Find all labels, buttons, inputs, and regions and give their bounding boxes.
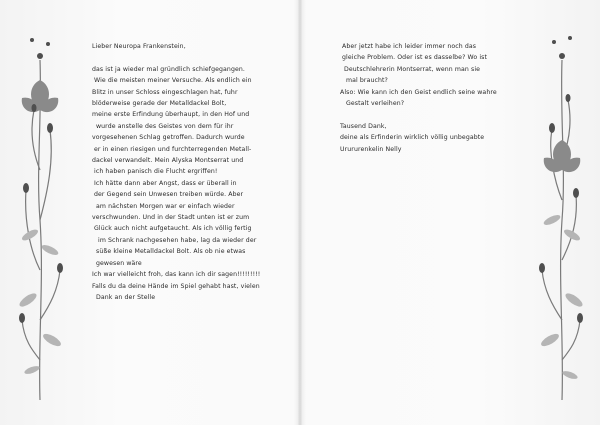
text-line: der Gegend sein Unwesen treiben würde. Aber [94, 191, 244, 199]
letter-text-right [340, 41, 510, 155]
text-line: Dank an der Stelle [96, 293, 156, 301]
text-line: süße kleine Metalldackel Bolt. Als ob nie etwas [96, 248, 246, 256]
text-line: im Schrank nachgesehen habe, lag da wieder der [98, 236, 257, 244]
text-line: gleiche Problem. Oder ist es dasselbe? Wo ist [342, 54, 488, 62]
text-line: Lieber Neuropa Frankenstein, [92, 43, 186, 50]
letter-text-left [92, 41, 282, 303]
text-line: Falls du da deine Hände im Spiel gehabt hast, vielen [92, 282, 260, 290]
text-line: Urururenkelin Nelly [340, 145, 402, 153]
text-line: Also: Wie kann ich den Geist endlich seine wahre [340, 88, 497, 96]
text-line: Wie die meisten meiner Versuche. Als endlich ein [94, 77, 252, 85]
blank-line [340, 109, 510, 120]
blank-line [92, 52, 282, 63]
text-line: mal braucht? [346, 77, 388, 85]
text-line: Ich war vielleicht froh, das kann ich dir sagen!!!!!!!!! [92, 271, 261, 279]
text-line: Gestalt verleihen? [346, 100, 405, 108]
text-line: vorgesehenen Schlag getroffen. Dadurch wurde [92, 134, 245, 142]
text-line: deine als Erfinderin wirklich völlig unbegabte [340, 134, 485, 142]
flower-stems-left-icon [10, 20, 66, 400]
text-line: das ist ja wieder mal gründlich schiefgegangen. [92, 65, 245, 73]
text-line: gewesen wäre [96, 259, 142, 267]
text-line: Aber jetzt habe ich leider immer noch das [342, 43, 477, 50]
text-line: dackel verwandelt. Mein Alyska Montserrat und [92, 157, 244, 165]
text-line: blöderweise gerade der Metalldackel Bolt, [92, 100, 227, 108]
text-line: am nächsten Morgen war er einfach wieder [96, 202, 235, 210]
text-line: Blitz in unser Schloss eingeschlagen hat, fuhr [92, 88, 238, 96]
text-line: meine erste Erfindung überhaupt, in den Hof und [92, 111, 250, 119]
text-line: Glück auch nicht aufgetaucht. Als ich völlig fertig [94, 225, 252, 233]
text-line: verschwunden. Und in der Stadt unten ist er zum [92, 214, 250, 222]
text-line: Tausend Dank, [340, 122, 387, 130]
text-line: wurde anstelle des Geistes von dem für ihr [96, 122, 234, 130]
right-page [300, 0, 600, 425]
text-line: er in einen riesigen und furchterregenden Metall- [94, 145, 252, 153]
text-line: Ich hätte dann aber Angst, dass er überall in [94, 179, 237, 187]
text-line: Deutschlehrerin Montserrat, wenn man sie [344, 65, 481, 73]
text-line: ich haben panisch die Flucht ergriffen! [94, 168, 218, 176]
flower-stems-right-icon [536, 20, 592, 400]
